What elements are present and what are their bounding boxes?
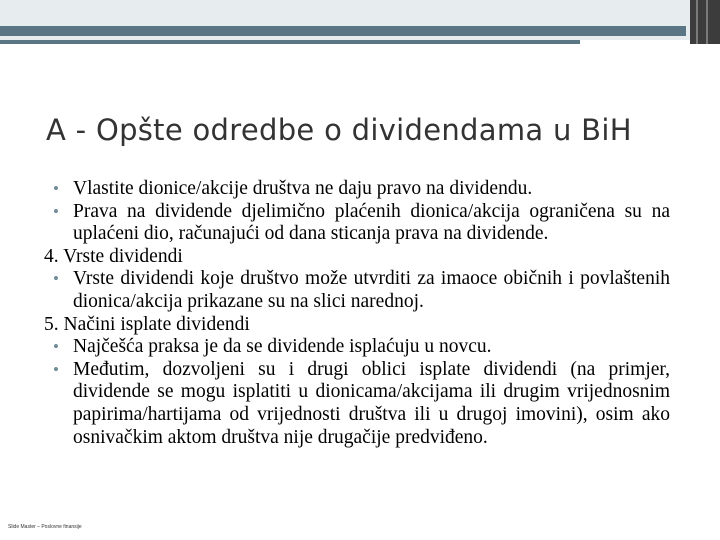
- bullet-text: Vrste dividendi koje društvo može utvrditi za imaoce običnih i povlaštenih dionica/akcija prikazane su na slici narednoj.: [73, 268, 670, 312]
- numbered-heading: [44, 314, 670, 337]
- bullet-item: [52, 178, 670, 201]
- corner-stripe: [706, 0, 708, 44]
- corner-stripe: [696, 0, 698, 44]
- bullet-icon: •: [53, 359, 59, 379]
- slide-title: A - Opšte odredbe o dividendama u BiH: [46, 113, 632, 147]
- slide-footer: Slide Master – Poslovne finansije: [8, 524, 82, 530]
- corner-block: [690, 0, 720, 44]
- bullet-icon: •: [53, 269, 59, 289]
- bullet-text: Prava na dividende djelimično plaćenih dionica/akcija ograničena su na uplaćeni dio, računajući od dana sticanja prava na dividende.: [73, 200, 670, 245]
- bullet-text: Međutim, dozvoljeni su i drugi oblici isplate dividendi (na primjer, dividende se mogu isplatiti u dionicama/akcijama ili drugim vrijednosnim papirima/hartijama od vrijednosti društva ili u drugoj imovini), osim ako osnivačkim aktom društva nije drugačije predviđeno.: [73, 358, 670, 448]
- bullet-item: [52, 268, 670, 313]
- bullet-item: [52, 336, 670, 359]
- numbered-heading-text: 5. Načini isplate dividendi: [44, 313, 250, 335]
- slide-body: [44, 178, 670, 449]
- bullet-item: [52, 359, 670, 449]
- bullet-icon: •: [53, 179, 59, 198]
- numbered-heading: [44, 246, 670, 269]
- bullet-text: Vlastite dionice/akcije društva ne daju pravo na dividendu.: [73, 178, 533, 199]
- bullet-item: [52, 201, 670, 246]
- bullet-icon: •: [53, 201, 59, 221]
- bullet-text: Najčešća praksa je da se dividende isplaćuju u novcu.: [73, 336, 492, 358]
- header-thin-bar: [0, 40, 580, 44]
- bullet-icon: •: [53, 337, 59, 357]
- header-accent-bar: [0, 26, 686, 36]
- numbered-heading-text: 4. Vrste dividendi: [44, 245, 183, 267]
